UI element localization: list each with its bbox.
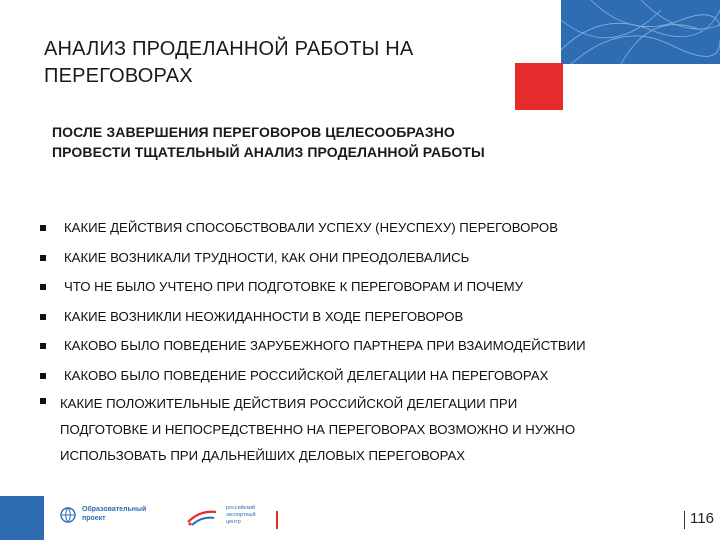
globe-icon <box>60 507 76 523</box>
list-item-text: ПОДГОТОВКЕ И НЕПОСРЕДСТВЕННО НА ПЕРЕГОВОРАХ ВОЗМОЖНО И НУЖНО <box>60 422 576 437</box>
educational-project-logo <box>60 505 170 533</box>
page-number: 116 <box>690 510 714 527</box>
list-item <box>38 248 708 278</box>
list-item <box>38 277 708 307</box>
bullet-square-icon <box>40 255 46 261</box>
title-line: ПЕРЕГОВОРАХ <box>44 65 193 87</box>
list-item-text: КАКИЕ ВОЗНИКАЛИ ТРУДНОСТИ, КАК ОНИ ПРЕОДОЛЕВАЛИСЬ <box>64 249 470 265</box>
page-title <box>44 36 544 90</box>
logo-text <box>82 505 146 523</box>
title-line: АНАЛИЗ ПРОДЕЛАННОЙ РАБОТЫ НА <box>44 38 414 60</box>
export-center-logo <box>186 505 266 533</box>
logo-line: Образовательный <box>82 506 147 513</box>
decorative-lines-graphic <box>561 0 720 64</box>
bullet-square-icon <box>40 225 46 231</box>
logo-line: экспортный <box>226 512 256 518</box>
logo-text <box>226 505 256 526</box>
subtitle <box>52 122 652 162</box>
logo-line: проект <box>82 515 106 522</box>
page-number-divider <box>684 511 685 529</box>
list-item-text: ИСПОЛЬЗОВАТЬ ПРИ ДАЛЬНЕЙШИХ ДЕЛОВЫХ ПЕРЕГОВОРАХ <box>60 448 466 463</box>
list-item-text: ЧТО НЕ БЫЛО УЧТЕНО ПРИ ПОДГОТОВКЕ К ПЕРЕГОВОРАМ И ПОЧЕМУ <box>64 279 524 294</box>
list-item-text: КАКОВО БЫЛО ПОВЕДЕНИЕ ЗАРУБЕЖНОГО ПАРТНЕРА ПРИ ВЗАИМОДЕЙСТВИИ <box>64 338 586 353</box>
list-item <box>38 218 708 248</box>
subtitle-line: ПОСЛЕ ЗАВЕРШЕНИЯ ПЕРЕГОВОРОВ ЦЕЛЕСООБРАЗНО <box>52 124 455 140</box>
export-center-emblem-icon <box>186 506 220 528</box>
footer-red-divider <box>276 511 278 529</box>
list-item <box>38 336 708 366</box>
bullet-square-icon <box>40 373 46 379</box>
list-item <box>38 307 708 337</box>
logo-line: центр <box>226 519 241 525</box>
bullet-list <box>38 218 708 395</box>
list-item-text: КАКИЕ ПОЛОЖИТЕЛЬНЫЕ ДЕЙСТВИЯ РОССИЙСКОЙ ДЕЛЕГАЦИИ ПРИ <box>60 396 518 411</box>
decorative-blue-panel <box>561 0 720 64</box>
bullet-square-icon <box>40 284 46 290</box>
bullet-square-icon <box>40 398 46 404</box>
list-item-multiline <box>38 391 708 469</box>
list-item-text: КАКИЕ ВОЗНИКЛИ НЕОЖИДАННОСТИ В ХОДЕ ПЕРЕГОВОРОВ <box>64 308 464 324</box>
logo-line: российский <box>226 505 256 511</box>
subtitle-line: ПРОВЕСТИ ТЩАТЕЛЬНЫЙ АНАЛИЗ ПРОДЕЛАННОЙ РАБОТЫ <box>52 144 485 160</box>
list-item-text: КАКИЕ ДЕЙСТВИЯ СПОСОБСТВОВАЛИ УСПЕХУ (НЕУСПЕХУ) ПЕРЕГОВОРОВ <box>64 220 558 235</box>
bullet-square-icon <box>40 343 46 349</box>
bullet-square-icon <box>40 314 46 320</box>
list-item-text: КАКОВО БЫЛО ПОВЕДЕНИЕ РОССИЙСКОЙ ДЕЛЕГАЦИИ НА ПЕРЕГОВОРАХ <box>64 367 549 383</box>
footer-blue-block <box>0 496 44 540</box>
